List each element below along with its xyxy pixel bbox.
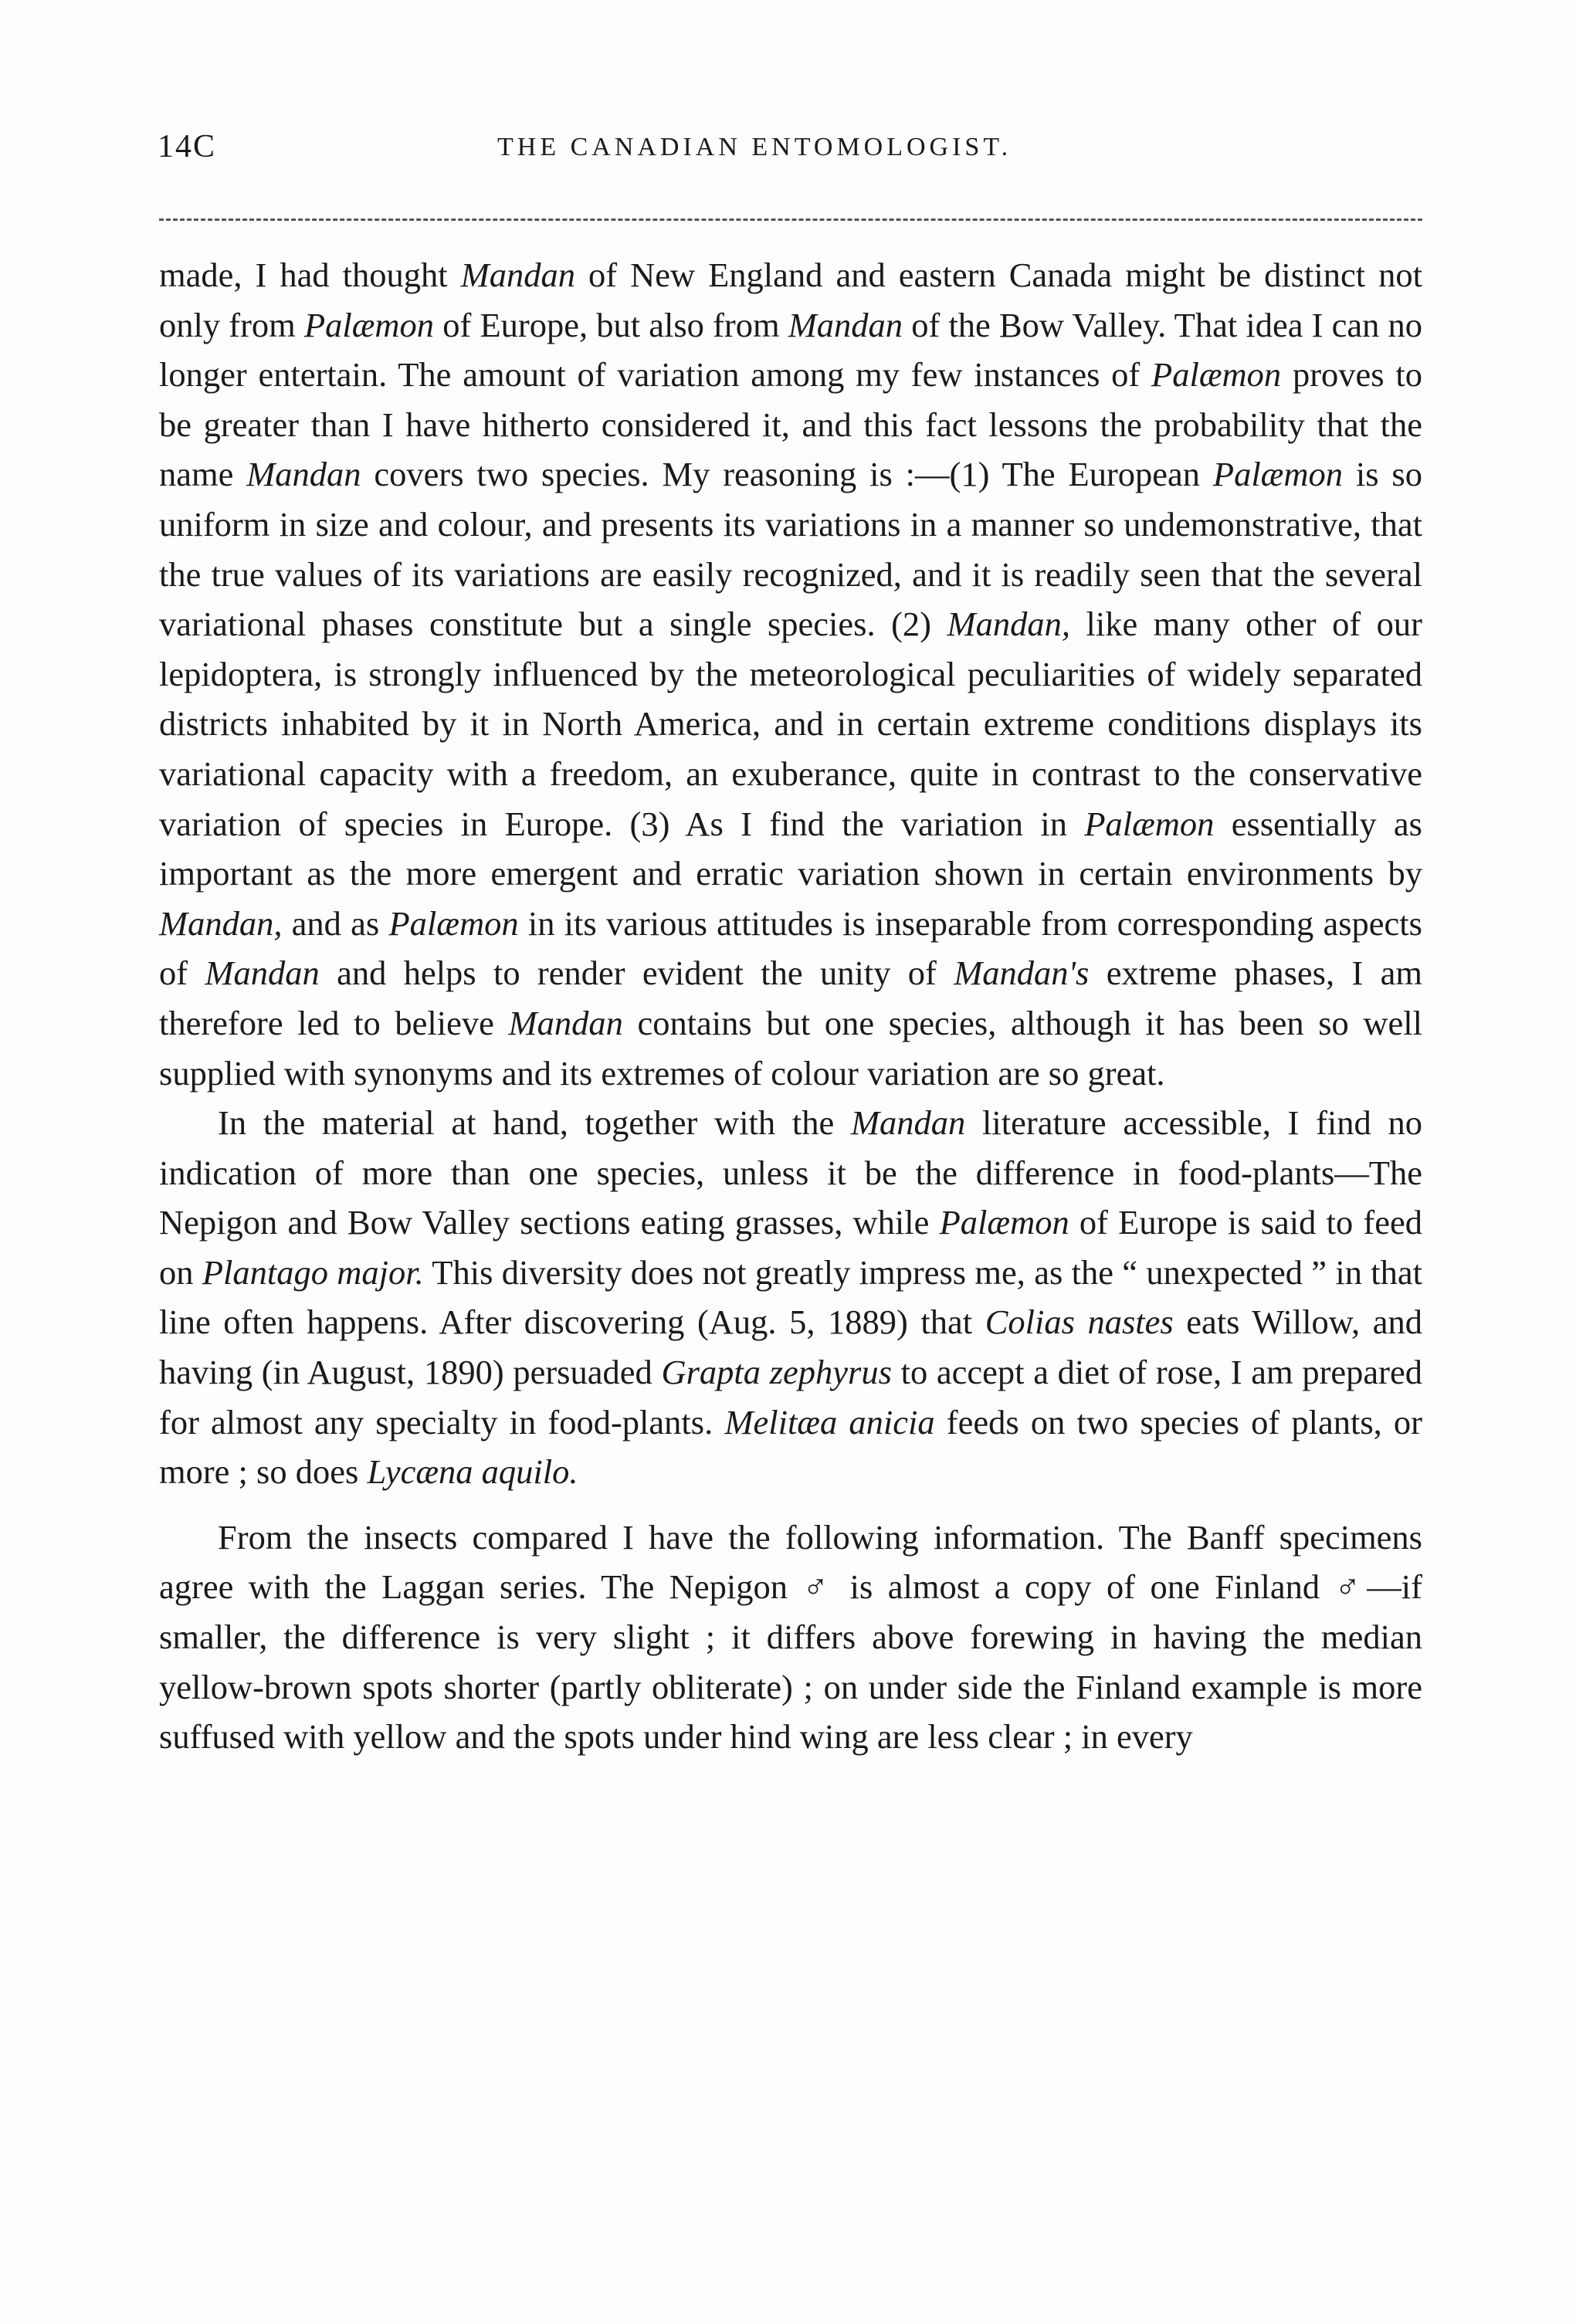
text-run: of Europe is said to feed on	[159, 1203, 1422, 1292]
italic-term: Mandan	[850, 1103, 966, 1143]
italic-term: Colias nastes	[985, 1303, 1174, 1342]
text-run: in its various attitudes is inseparable from corresponding aspects of	[159, 903, 1422, 993]
italic-term: Palæmon	[303, 305, 435, 344]
italic-term: Palæmon	[939, 1203, 1069, 1242]
text-run: From the insects compared I have the following information. The Banff specimens agree with the Laggan series. The Nepigon ♂ is almost a copy of one Finland ♂—if smaller, the difference is very slight ; it differs above forewing in having the median yellow-brown spots shorter (partly obliterate) ; on under side the Finland example is more suffused with yellow and the spots under hind wing are less clear ; in every	[159, 1517, 1422, 1757]
text-run: contains but one species, although it has been so well supplied with synonyms and its extremes of colour variation are so great.	[159, 1003, 1422, 1093]
italic-term: Grapta zephyrus	[661, 1353, 892, 1392]
text-run: is so uniform in size and colour, and presents its variations in a manner so undemonstrative, that the true values of its variations are easily recognized, and it is readily seen that the several variational phases constitute but a single species. (2)	[159, 455, 1422, 644]
italic-term: Mandan	[205, 954, 320, 993]
text-run: This diversity does not greatly impress me, as the “ unexpected ” in that line often happens. After discovering (Aug. 5, 1889) that	[159, 1252, 1422, 1342]
text-run: eats Willow, and having (in August, 1890) persuaded	[159, 1303, 1422, 1392]
paragraph	[159, 250, 1422, 1098]
page-number: 14C	[158, 129, 217, 164]
paragraph	[159, 1513, 1422, 1762]
italic-term: Lycæna aquilo.	[367, 1452, 578, 1492]
text-run: and as	[282, 903, 389, 943]
italic-term: Melitæa anicia	[724, 1402, 935, 1441]
paragraph	[159, 1098, 1422, 1497]
italic-term: Mandan	[788, 305, 903, 344]
text-run: made, I had thought	[159, 256, 461, 294]
italic-term: Mandan's	[954, 954, 1090, 993]
text-run: feeds on two species of plants, or more ; so does	[159, 1402, 1423, 1492]
text-run: like many other of our lepidoptera, is strongly influenced by the meteorological peculiarities of widely separated districts inhabited by it in North America, and in certain extreme conditions displays its variational capacity with a freedom, an exuberance, quite in contrast to the conservative variation of species in Europe. (3) As I find the variation in	[159, 605, 1422, 843]
text-run: of the Bow Valley. That idea I can no longer entertain. The amount of variation among my few instances of	[159, 305, 1422, 395]
text-run: essentially as important as the more emergent and erratic variation shown in certain environments by	[159, 804, 1422, 893]
text-run: extreme phases, I am therefore led to believe	[159, 954, 1422, 1042]
italic-term: Mandan	[508, 1003, 623, 1042]
text-run: In the material at hand, together with the	[218, 1103, 851, 1143]
text-run: literature accessible, I find no indication of more than one species, unless it be the difference in food-plants—The Nepigon and Bow Valley sections eating grasses, while	[159, 1103, 1422, 1242]
text-run: and helps to render evident the unity of	[319, 954, 954, 993]
body-text	[159, 250, 1422, 1762]
text-run: of Europe, but also from	[434, 305, 788, 344]
page-header	[158, 128, 1424, 174]
italic-term: Palæmon	[388, 903, 519, 943]
text-run: of New England and eastern Canada might be distinct not only from	[159, 256, 1423, 344]
italic-term: Palæmon	[1151, 355, 1282, 395]
italic-term: Mandan	[246, 455, 361, 494]
italic-term: Mandan,	[947, 605, 1070, 644]
italic-term: Palæmon	[1084, 804, 1215, 843]
italic-term: Plantago major.	[202, 1252, 424, 1292]
text-run: proves to be greater than I have hitherto considered it, and this fact lessons the probability that the name	[159, 355, 1422, 494]
italic-term: Mandan	[460, 256, 575, 294]
italic-term: Palæmon	[1212, 455, 1344, 494]
italic-term: Mandan,	[159, 903, 283, 943]
header-rule	[159, 219, 1422, 221]
running-head: THE CANADIAN ENTOMOLOGIST.	[497, 133, 1012, 161]
text-run: to accept a diet of rose, I am prepared for almost any specialty in food-plants.	[159, 1353, 1422, 1441]
text-run: covers two species. My reasoning is :—(1) The European	[361, 455, 1213, 494]
